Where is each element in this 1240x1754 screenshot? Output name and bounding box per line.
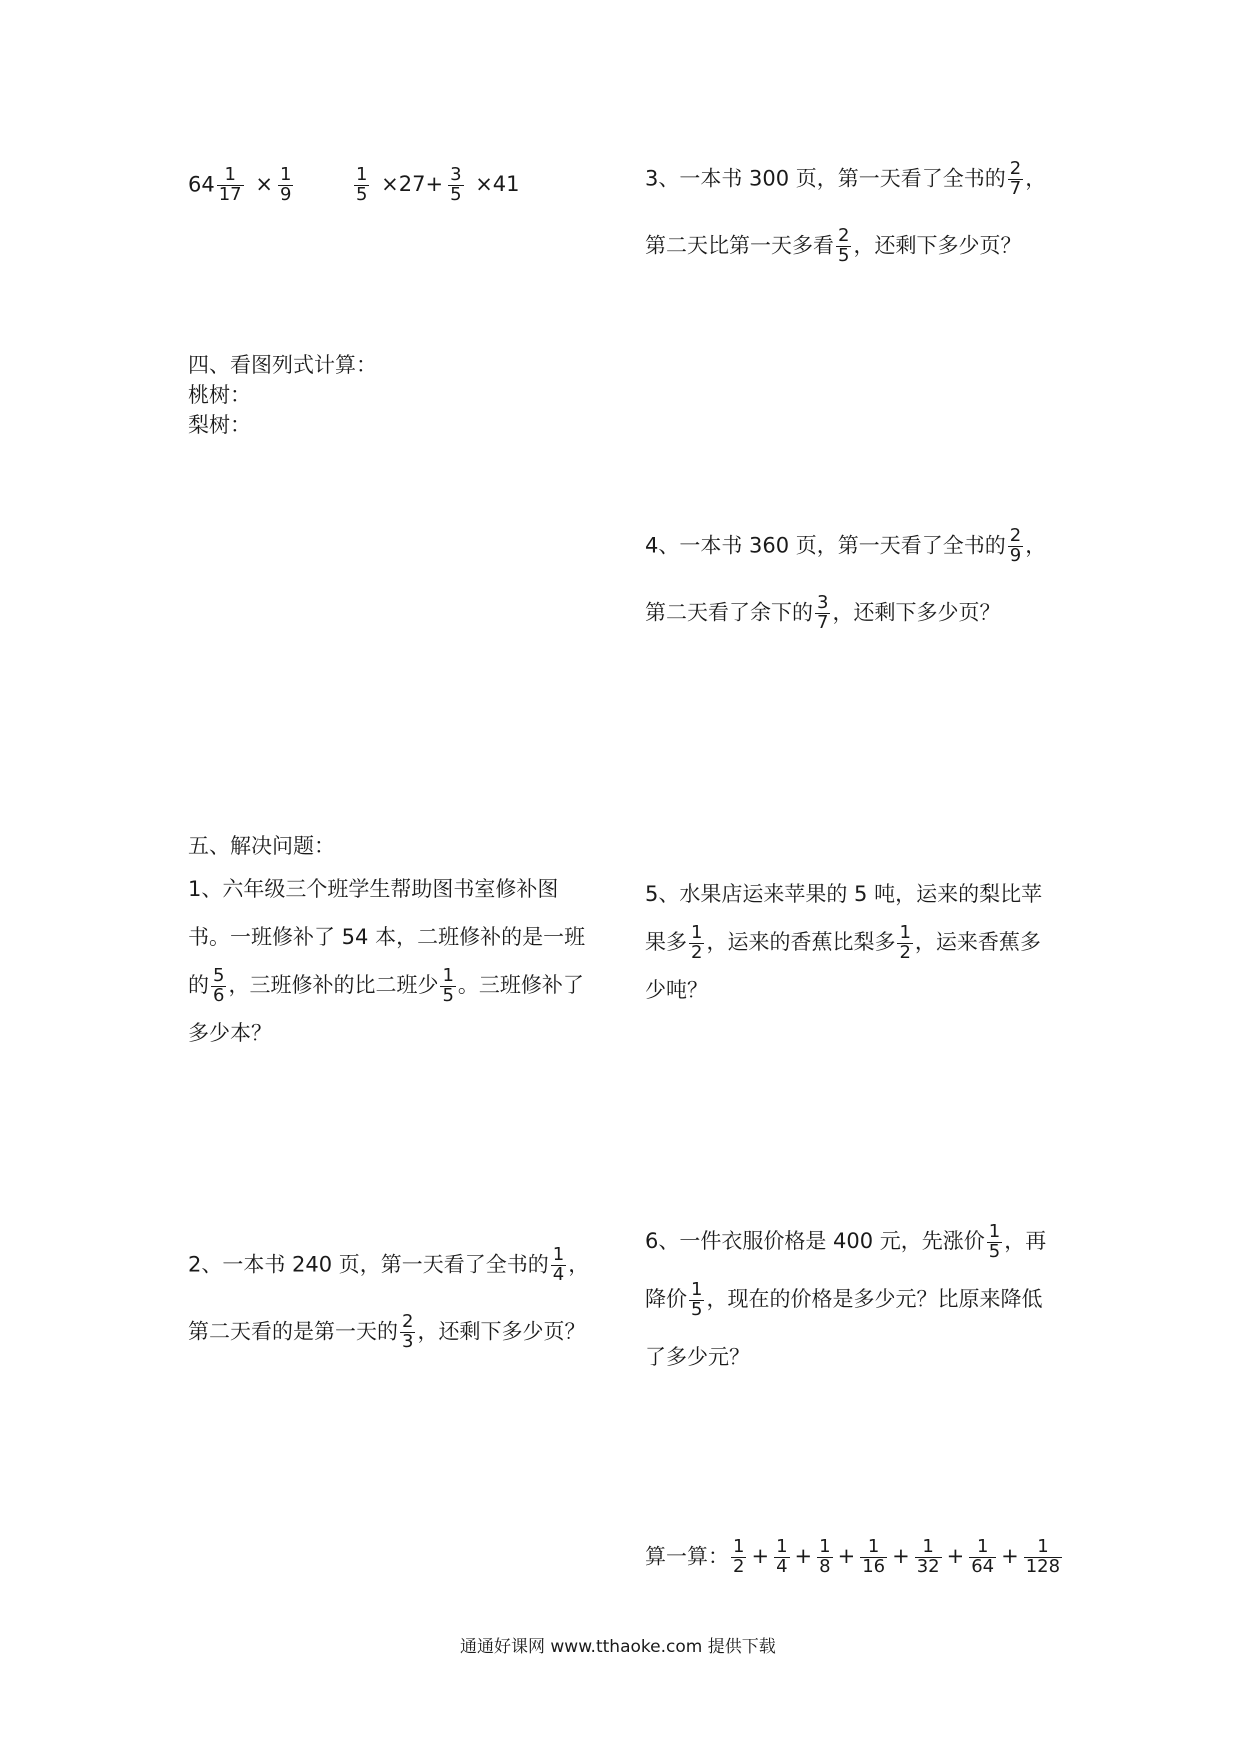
question-text: ， xyxy=(568,1252,590,1277)
question-line: 1、六年级三个班学生帮助图书室修补图 xyxy=(188,877,559,901)
section-5-heading: 五、解决问题： xyxy=(188,834,335,858)
question-text: ，三班修补的比二班少 xyxy=(228,973,439,997)
question-5 xyxy=(645,870,1042,1014)
numerator: 1 xyxy=(224,164,236,185)
question-text: ，运来香蕉多 xyxy=(914,930,1041,954)
fraction xyxy=(400,1310,415,1352)
question-text: ， xyxy=(1025,166,1047,191)
denominator: 5 xyxy=(838,244,850,266)
operator: × xyxy=(255,172,273,197)
numerator: 1 xyxy=(552,1244,565,1265)
question-text: ，还剩下多少页？ xyxy=(832,600,1001,625)
numerator: 1 xyxy=(867,1536,880,1557)
question-text: 第二天看的是第一天的 xyxy=(188,1319,398,1344)
question-line: 书。一班修补了 54 本，二班修补的是一班 xyxy=(188,925,586,949)
fraction xyxy=(551,1246,566,1285)
fraction xyxy=(836,224,851,266)
question-text: 的 xyxy=(188,973,209,997)
question-line xyxy=(645,918,1042,966)
question-text: 6、一件衣服价格是 400 元，先涨价 xyxy=(645,1229,985,1253)
denominator: 7 xyxy=(1009,177,1022,199)
denominator: 5 xyxy=(988,1240,1001,1262)
question-text: 3、一本书 300 页，第一天看了全书的 xyxy=(645,166,1006,191)
denominator: 9 xyxy=(1009,544,1022,566)
question-text: 。三班修补了 xyxy=(457,973,584,997)
numerator: 1 xyxy=(691,1278,703,1300)
numerator: 1 xyxy=(1037,1536,1049,1557)
denominator: 2 xyxy=(691,941,703,963)
denominator: 2 xyxy=(899,941,911,963)
question-line xyxy=(188,1246,589,1285)
numerator: 3 xyxy=(817,591,829,613)
fraction xyxy=(1008,160,1023,199)
sum-term-4 xyxy=(860,1538,887,1577)
plus-sign: + xyxy=(946,1544,965,1569)
fraction xyxy=(211,964,226,1006)
question-1 xyxy=(188,865,585,1057)
fraction xyxy=(689,921,704,963)
numerator: 1 xyxy=(442,964,454,986)
question-text: ， xyxy=(1025,533,1047,558)
section-4 xyxy=(188,350,377,440)
denominator: 5 xyxy=(450,183,462,205)
pear-tree-label: 梨树： xyxy=(188,413,251,437)
denominator: 17 xyxy=(218,183,242,205)
numerator: 1 xyxy=(776,1536,788,1557)
denominator: 5 xyxy=(691,1298,703,1320)
question-2 xyxy=(188,1246,589,1352)
question-line: 多少本？ xyxy=(188,1021,272,1045)
numerator: 1 xyxy=(819,1536,831,1557)
numerator: 1 xyxy=(899,921,911,943)
question-text: 4、一本书 360 页，第一天看了全书的 xyxy=(645,533,1006,558)
question-text: 第二天看了余下的 xyxy=(645,600,813,625)
denominator: 2 xyxy=(733,1555,745,1577)
sum-term-5 xyxy=(915,1538,942,1577)
question-line xyxy=(188,1310,589,1352)
sum-term-1 xyxy=(731,1538,746,1577)
denominator: 64 xyxy=(971,1555,995,1577)
peach-tree-label: 桃树： xyxy=(188,383,251,407)
numerator: 5 xyxy=(213,964,225,986)
question-line: 了多少元？ xyxy=(645,1345,750,1369)
denominator: 128 xyxy=(1025,1555,1061,1577)
denominator: 8 xyxy=(819,1555,831,1577)
calc-expression-1 xyxy=(188,166,295,205)
question-text: ，现在的价格是多少元？比原来降低 xyxy=(706,1287,1043,1311)
question-line xyxy=(645,1270,1046,1328)
sum-expression xyxy=(645,1538,1064,1577)
denominator: 4 xyxy=(776,1555,788,1577)
denominator: 9 xyxy=(279,183,292,205)
question-6 xyxy=(645,1212,1046,1386)
numerator: 1 xyxy=(733,1536,745,1557)
fraction xyxy=(1008,527,1023,566)
plus-sign: + xyxy=(751,1544,770,1569)
numerator: 2 xyxy=(1009,158,1022,179)
question-line xyxy=(645,1212,1046,1270)
question-line xyxy=(188,961,585,1009)
plus-sign: + xyxy=(794,1544,813,1569)
fraction xyxy=(815,591,830,633)
question-text: 降价 xyxy=(645,1287,687,1311)
operator: ×27+ xyxy=(381,172,444,197)
page-footer: 通通好课网 www.tthaoke.com 提供下载 xyxy=(460,1637,776,1657)
question-line xyxy=(645,160,1046,199)
numerator: 1 xyxy=(922,1536,934,1557)
sum-term-6 xyxy=(969,1538,996,1577)
plus-sign: + xyxy=(837,1544,856,1569)
question-text: ，再 xyxy=(1004,1229,1047,1253)
calc-expression-2 xyxy=(352,166,523,205)
question-text: ，运来的香蕉比梨多 xyxy=(706,930,896,954)
question-text: ，还剩下多少页？ xyxy=(417,1319,586,1344)
sum-label: 算一算： xyxy=(645,1544,729,1569)
fraction xyxy=(217,166,244,205)
numerator: 1 xyxy=(279,164,292,185)
denominator: 5 xyxy=(356,183,368,205)
numerator: 1 xyxy=(988,1220,1001,1242)
denominator: 7 xyxy=(817,611,829,633)
fraction xyxy=(354,166,369,205)
question-text: 第二天比第一天多看 xyxy=(645,233,834,258)
fraction xyxy=(448,166,463,205)
fraction xyxy=(987,1220,1002,1262)
denominator: 16 xyxy=(862,1555,886,1577)
question-text: 2、一本书 240 页，第一天看了全书的 xyxy=(188,1252,549,1277)
whole-number: 64 xyxy=(188,172,215,197)
sum-term-3 xyxy=(817,1538,832,1577)
question-3 xyxy=(645,160,1046,266)
fraction xyxy=(897,921,912,963)
denominator: 4 xyxy=(552,1263,565,1285)
question-text: ，还剩下多少页？ xyxy=(853,233,1022,258)
denominator: 5 xyxy=(442,984,454,1006)
numerator: 1 xyxy=(691,921,703,943)
numerator: 1 xyxy=(356,164,368,185)
fraction xyxy=(440,964,455,1006)
denominator: 3 xyxy=(402,1330,414,1352)
sum-term-7 xyxy=(1024,1538,1062,1577)
question-text: 果多 xyxy=(645,930,687,954)
question-line: 5、水果店运来苹果的 5 吨，运来的梨比苹 xyxy=(645,882,1043,906)
plus-sign: + xyxy=(892,1544,910,1569)
fraction xyxy=(278,166,293,205)
question-line xyxy=(645,527,1046,566)
numerator: 3 xyxy=(450,164,462,185)
denominator: 32 xyxy=(916,1555,940,1577)
question-line: 少吨？ xyxy=(645,978,708,1002)
numerator: 2 xyxy=(1009,525,1022,546)
sum-term-2 xyxy=(774,1538,789,1577)
question-line xyxy=(645,224,1046,266)
numerator: 1 xyxy=(976,1536,989,1557)
question-line xyxy=(645,591,1046,633)
section-heading: 四、看图列式计算： xyxy=(188,353,377,377)
numerator: 2 xyxy=(838,224,850,246)
denominator: 6 xyxy=(213,984,225,1006)
plus-sign: + xyxy=(1001,1544,1019,1569)
operator: ×41 xyxy=(475,172,520,197)
numerator: 2 xyxy=(402,1310,414,1332)
fraction xyxy=(689,1278,704,1320)
question-4 xyxy=(645,527,1046,633)
